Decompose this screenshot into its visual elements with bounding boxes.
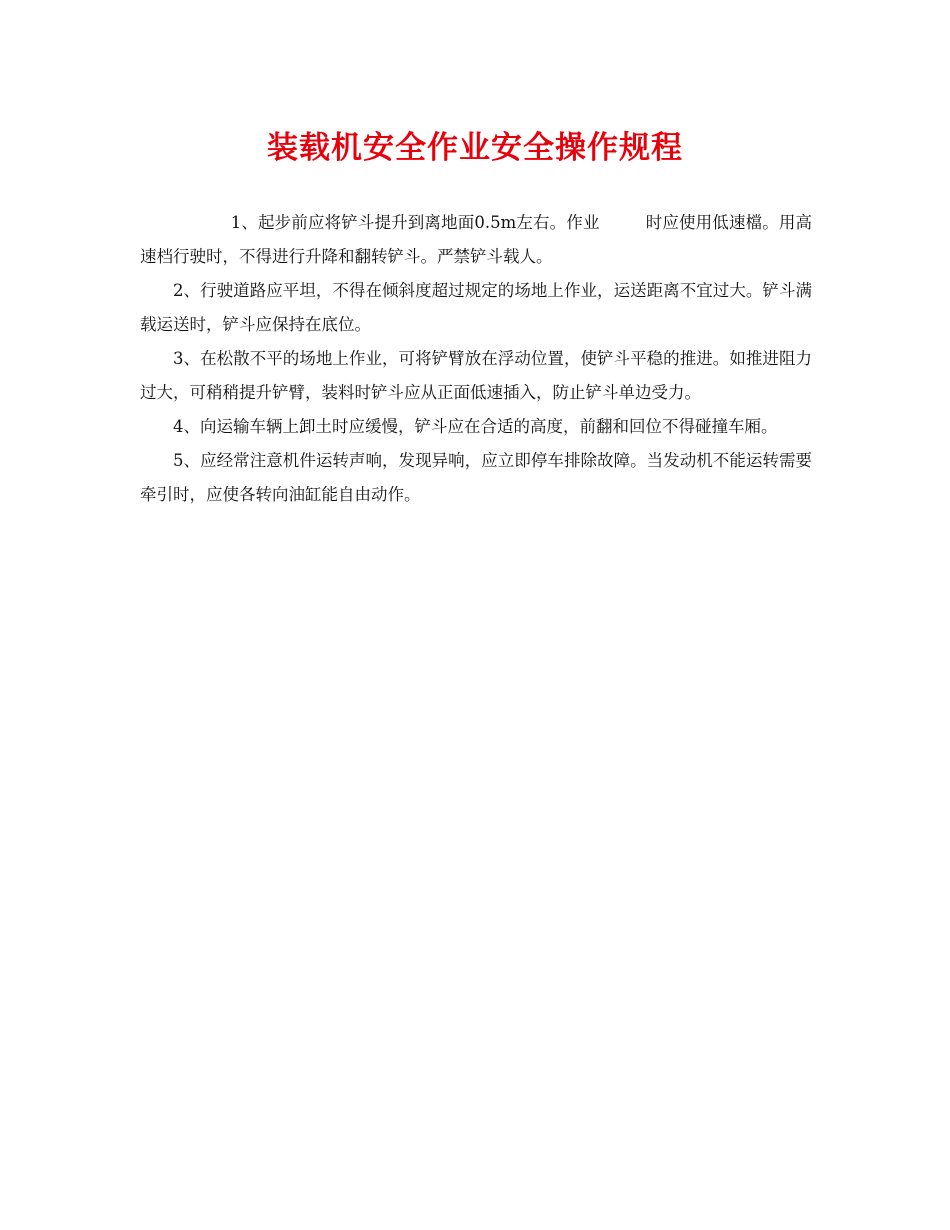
- paragraph-1-part-b: 时应使用低速檔。用高速档行驶时，不得进行升降和翻转铲斗。严禁铲斗载人。: [140, 213, 812, 266]
- paragraph-4: 4、向运输车辆上卸土时应缓慢，铲斗应在合适的高度，前翻和回位不得碰撞车厢。: [173, 417, 778, 436]
- paragraph-1-part-a: 1、起步前应将铲斗提升到离地面0.5m左右。作业: [230, 213, 600, 232]
- document-body: [140, 206, 812, 512]
- paragraph-5: 5、应经常注意机件运转声响，发现异响，应立即停车排除故障。当发动机不能运转需要牵引时，应使各转向油缸能自由动作。: [140, 451, 812, 504]
- paragraph-1: [140, 206, 812, 274]
- paragraph-2: 2、行驶道路应平坦，不得在倾斜度超过规定的场地上作业，运送距离不宜过大。铲斗满载运送时，铲斗应保持在底位。: [140, 281, 812, 334]
- paragraph-3: 3、在松散不平的场地上作业，可将铲臂放在浮动位置，使铲斗平稳的推进。如推进阻力过大，可稍稍提升铲臂，装料时铲斗应从正面低速插入，防止铲斗单边受力。: [140, 349, 812, 402]
- page-title: 装载机安全作业安全操作规程: [267, 130, 683, 166]
